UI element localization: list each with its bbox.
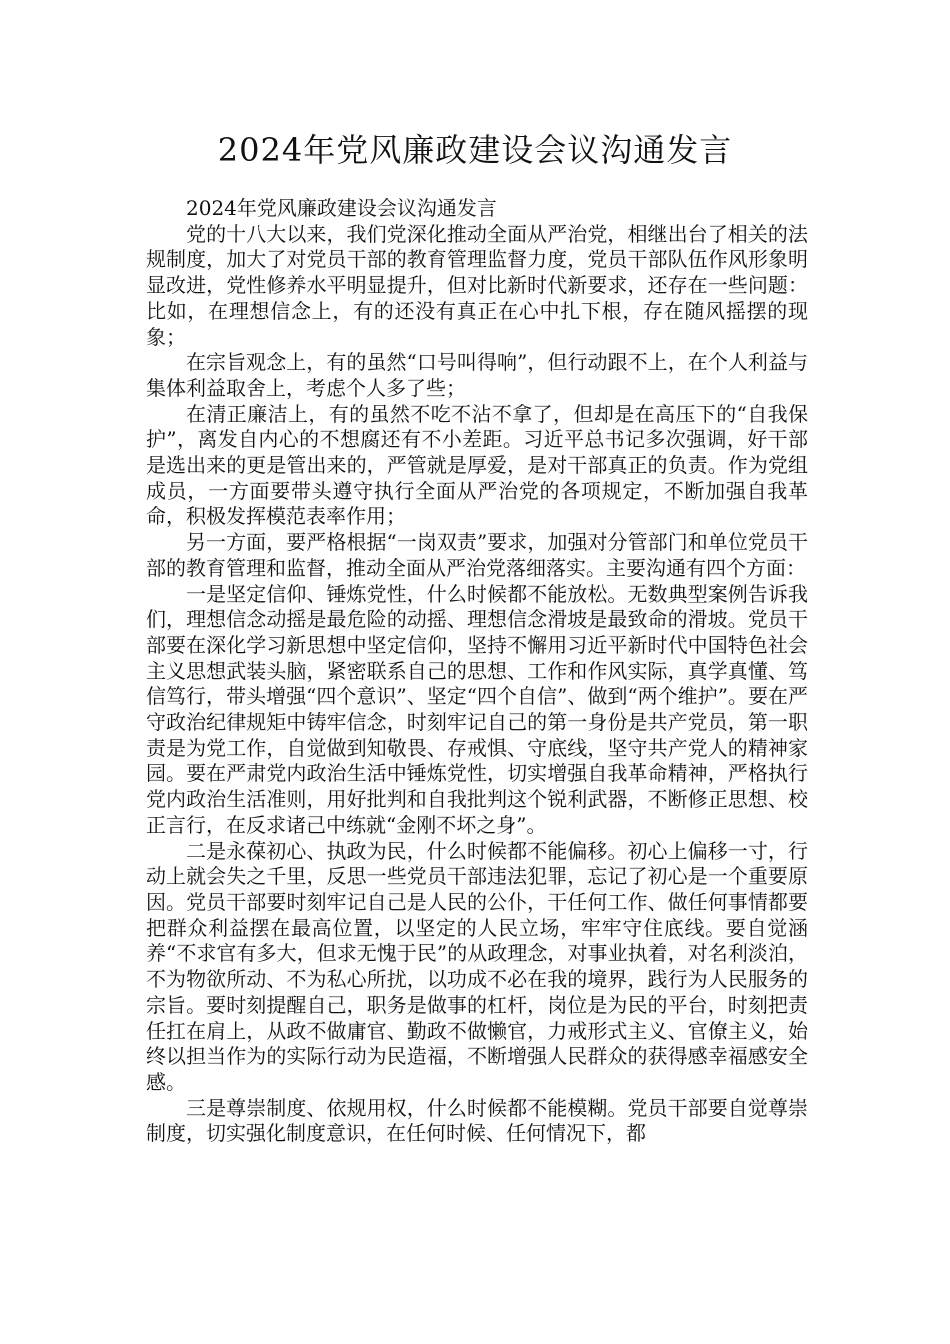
- paragraph: 三是尊崇制度、依规用权，什么时候都不能模糊。党员干部要自觉尊崇制度，切实强化制度意识，在任何时候、任何情况下，都: [146, 1095, 808, 1146]
- document-subtitle: 2024年党风廉政建设会议沟通发言: [186, 196, 497, 220]
- paragraph: 另一方面，要严格根据“一岗双责”要求，加强对分管部门和单位党员干部的教育管理和监督，推动全面从严治党落细落实。主要沟通有四个方面：: [146, 530, 808, 580]
- paragraph: 在宗旨观念上，有的虽然“口号叫得响”，但行动跟不上，在个人利益与集体利益取舍上，考虑个人多了些；: [146, 350, 808, 400]
- paragraph: 在清正廉洁上，有的虽然不吃不沾不拿了，但却是在高压下的“自我保护”，离发自内心的不想腐还有不小差距。习近平总书记多次强调，好干部是选出来的更是管出来的，严管就是厚爱，是对干部真正的负责。作为党组成员，一方面要带头遵守执行全面从严治党的各项规定，不断加强自我革命，积极发挥模范表率作用；: [146, 401, 808, 529]
- paragraph: 二是永葆初心、执政为民，什么时候都不能偏移。初心上偏移一寸，行动上就会失之千里，反思一些党员干部违法犯罪，忘记了初心是一个重要原因。党员干部要时刻牢记自己是人民的公仆，干任何工作、做任何事情都要把群众利益摆在最高位置，以坚定的人民立场，牢牢守住底线。要自觉涵养“不求官有多大，但求无愧于民”的从政理念，对事业执着，对名利淡泊，不为物欲所动、不为私心所扰，以功成不必在我的境界，践行为人民服务的宗旨。要时刻提醒自己，职务是做事的杠杆，岗位是为民的平台，时刻把责任扛在肩上，从政不做庸官、勤政不做懒官，力戒形式主义、官僚主义，始终以担当作为的实际行动为民造福，不断增强人民群众的获得感幸福感安全感。: [146, 838, 808, 1094]
- paragraph: 党的十八大以来，我们党深化推动全面从严治党，相继出台了相关的法规制度，加大了对党员干部的教育管理监督力度，党员干部队伍作风形象明显改进，党性修养水平明显提升，但对比新时代新要求，还存在一些问题：比如，在理想信念上，有的还没有真正在心中扎下根，存在随风摇摆的现象；: [146, 221, 808, 349]
- document-title: 2024年党风廉政建设会议沟通发言: [217, 131, 733, 169]
- document-body: [146, 196, 808, 1147]
- paragraph: 一是坚定信仰、锤炼党性，什么时候都不能放松。无数典型案例告诉我们，理想信念动摇是最危险的动摇、理想信念滑坡是最致命的滑坡。党员干部要在深化学习新思想中坚定信仰，坚持不懈用习近平新时代中国特色社会主义思想武装头脑，紧密联系自己的思想、工作和作风实际，真学真懂、笃信笃行，带头增强“四个意识”、坚定“四个自信”、做到“两个维护”。要在严守政治纪律规矩中铸牢信念，时刻牢记自己的第一身份是共产党员，第一职责是为党工作，自觉做到知敬畏、存戒惧、守底线，坚守共产党人的精神家园。要在严肃党内政治生活中锤炼党性，切实增强自我革命精神，严格执行党内政治生活准则，用好批判和自我批判这个锐利武器，不断修正思想、校正言行，在反求诸己中练就“金刚不坏之身”。: [146, 581, 808, 837]
